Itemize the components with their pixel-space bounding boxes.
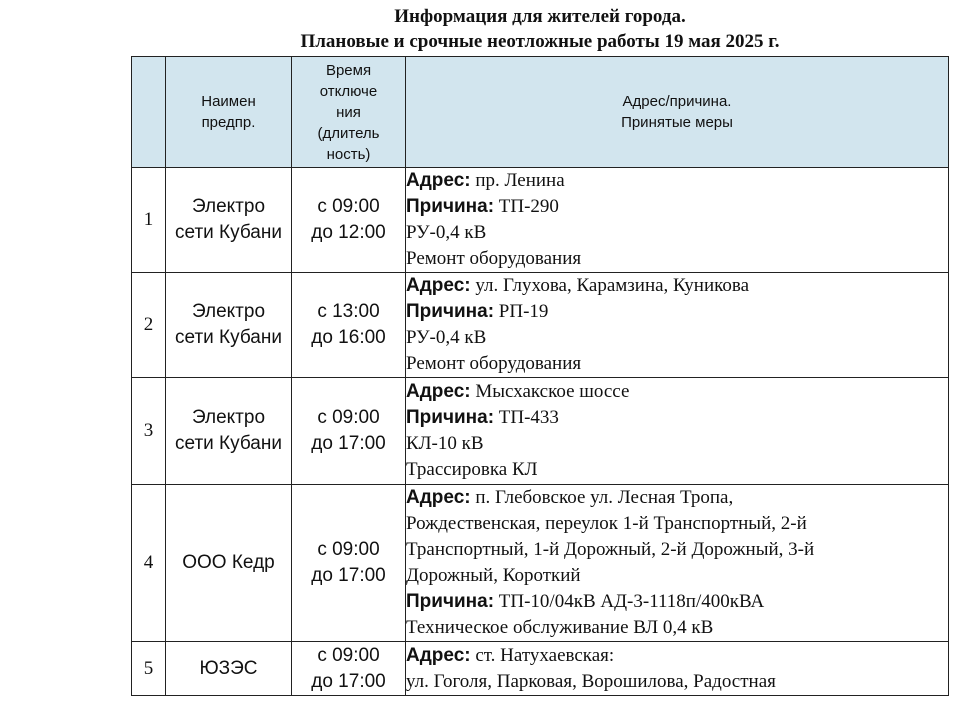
- reason-label: Причина:: [406, 301, 495, 322]
- address-line: [406, 168, 948, 194]
- time-end: до 16:00: [311, 327, 386, 348]
- address-label: Адрес:: [406, 644, 471, 666]
- extra-line: РУ-0,4 кВ: [406, 327, 487, 348]
- reason-line: [406, 194, 948, 220]
- time-end: до 12:00: [311, 222, 386, 243]
- address-line: [406, 379, 948, 405]
- address-label: Адрес:: [406, 275, 471, 296]
- col-header-time-line: (длитель: [317, 124, 380, 142]
- info-cell: [406, 485, 949, 642]
- info-cell: [406, 378, 949, 485]
- reason-text: ТП-433: [498, 407, 559, 428]
- time-end: до 17:00: [311, 433, 386, 454]
- time-start: с 13:00: [317, 301, 380, 322]
- organization-line: ООО Кедр: [182, 552, 275, 573]
- info-cell: [406, 273, 949, 378]
- table-row: [132, 642, 949, 696]
- address-text: Мысхакское шоссе: [475, 381, 630, 402]
- reason-line: [406, 589, 948, 615]
- address-text: ул. Глухова, Карамзина, Куникова: [475, 275, 750, 296]
- time-cell: [292, 273, 406, 378]
- time-cell: [292, 485, 406, 642]
- row-number: 4: [132, 485, 166, 642]
- organization-line: Электро: [191, 407, 266, 428]
- organization-line: Электро: [191, 196, 266, 217]
- col-header-org-line: Наимен: [201, 93, 256, 110]
- row-number: 2: [132, 273, 166, 378]
- organization-cell: [166, 273, 292, 378]
- info-cell: [406, 168, 949, 273]
- header-row: [132, 57, 949, 168]
- col-header-info: [406, 57, 949, 168]
- organization-line: ЮЗЭС: [199, 657, 258, 679]
- time-cell: [292, 378, 406, 485]
- organization-cell: [166, 168, 292, 273]
- header-line-2: Плановые и срочные неотложные работы 19 мая 2025 г.: [300, 31, 780, 52]
- extra-line: Ремонт оборудования: [406, 248, 582, 269]
- row-number: 3: [132, 378, 166, 485]
- address-text: ст. Натухаевская:: [475, 644, 615, 666]
- organization-cell: [166, 642, 292, 696]
- schedule-table: [131, 56, 949, 696]
- extra-line: Ремонт оборудования: [406, 353, 582, 374]
- address-label: Адрес:: [406, 170, 471, 191]
- address-text: п. Глебовское ул. Лесная Тропа,: [475, 487, 734, 508]
- col-header-num: [132, 57, 166, 168]
- address-text: Дорожный, Короткий: [406, 565, 581, 586]
- reason-line: [406, 405, 948, 431]
- extra-line: РУ-0,4 кВ: [406, 222, 487, 243]
- table-row: [132, 485, 949, 642]
- reason-label: Причина:: [406, 407, 495, 428]
- extra-line: Техническое обслуживание ВЛ 0,4 кВ: [406, 617, 714, 638]
- reason-label: Причина:: [406, 591, 495, 612]
- col-header-info-line: Принятые меры: [621, 114, 733, 131]
- col-header-time-line: ния: [336, 103, 361, 121]
- table-row: [132, 378, 949, 485]
- address-line: [406, 643, 948, 669]
- organization-line: сети Кубани: [175, 222, 282, 243]
- address-text: Транспортный, 1-й Дорожный, 2-й Дорожный, 3-й: [406, 539, 815, 560]
- time-cell: [292, 642, 406, 696]
- reason-line: [406, 299, 948, 325]
- address-text: ул. Гоголя, Парковая, Ворошилова, Радостная: [406, 670, 776, 692]
- address-label: Адрес:: [406, 487, 471, 508]
- col-header-time-line: отключе: [319, 82, 378, 100]
- row-number: 5: [132, 642, 166, 696]
- row-number: 1: [132, 168, 166, 273]
- time-end: до 17:00: [311, 565, 386, 586]
- time-end: до 17:00: [311, 670, 386, 692]
- info-cell: [406, 642, 949, 696]
- reason-text: ТП-10/04кВ АД-3-1118п/400кВА: [498, 591, 765, 612]
- organization-cell: [166, 485, 292, 642]
- organization-line: Электро: [191, 301, 266, 322]
- col-header-info-line: Адрес/причина.: [622, 93, 732, 110]
- address-text: Рождественская, переулок 1-й Транспортный, 2-й: [406, 513, 807, 534]
- time-start: с 09:00: [317, 196, 380, 217]
- table-row: [132, 273, 949, 378]
- time-cell: [292, 168, 406, 273]
- reason-text: РП-19: [498, 301, 549, 322]
- address-line: [406, 273, 948, 299]
- col-header-org-line: предпр.: [201, 114, 256, 131]
- col-header-time-line: ность): [326, 145, 371, 163]
- reason-text: ТП-290: [498, 196, 559, 217]
- col-header-time-line: Время: [325, 61, 372, 79]
- address-label: Адрес:: [406, 381, 471, 402]
- reason-label: Причина:: [406, 196, 495, 217]
- address-line: [406, 485, 948, 511]
- header-line-1: Информация для жителей города.: [394, 6, 686, 27]
- organization-line: сети Кубани: [175, 433, 282, 454]
- time-start: с 09:00: [317, 539, 380, 560]
- col-header-time: [292, 57, 406, 168]
- extra-line: Трассировка КЛ: [406, 459, 538, 480]
- address-text: пр. Ленина: [475, 170, 565, 191]
- time-start: с 09:00: [317, 407, 380, 428]
- organization-line: сети Кубани: [175, 327, 282, 348]
- organization-cell: [166, 378, 292, 485]
- extra-line: КЛ-10 кВ: [406, 433, 484, 454]
- time-start: с 09:00: [317, 644, 380, 666]
- col-header-org: [166, 57, 292, 168]
- page-header: [0, 4, 960, 54]
- table-row: [132, 168, 949, 273]
